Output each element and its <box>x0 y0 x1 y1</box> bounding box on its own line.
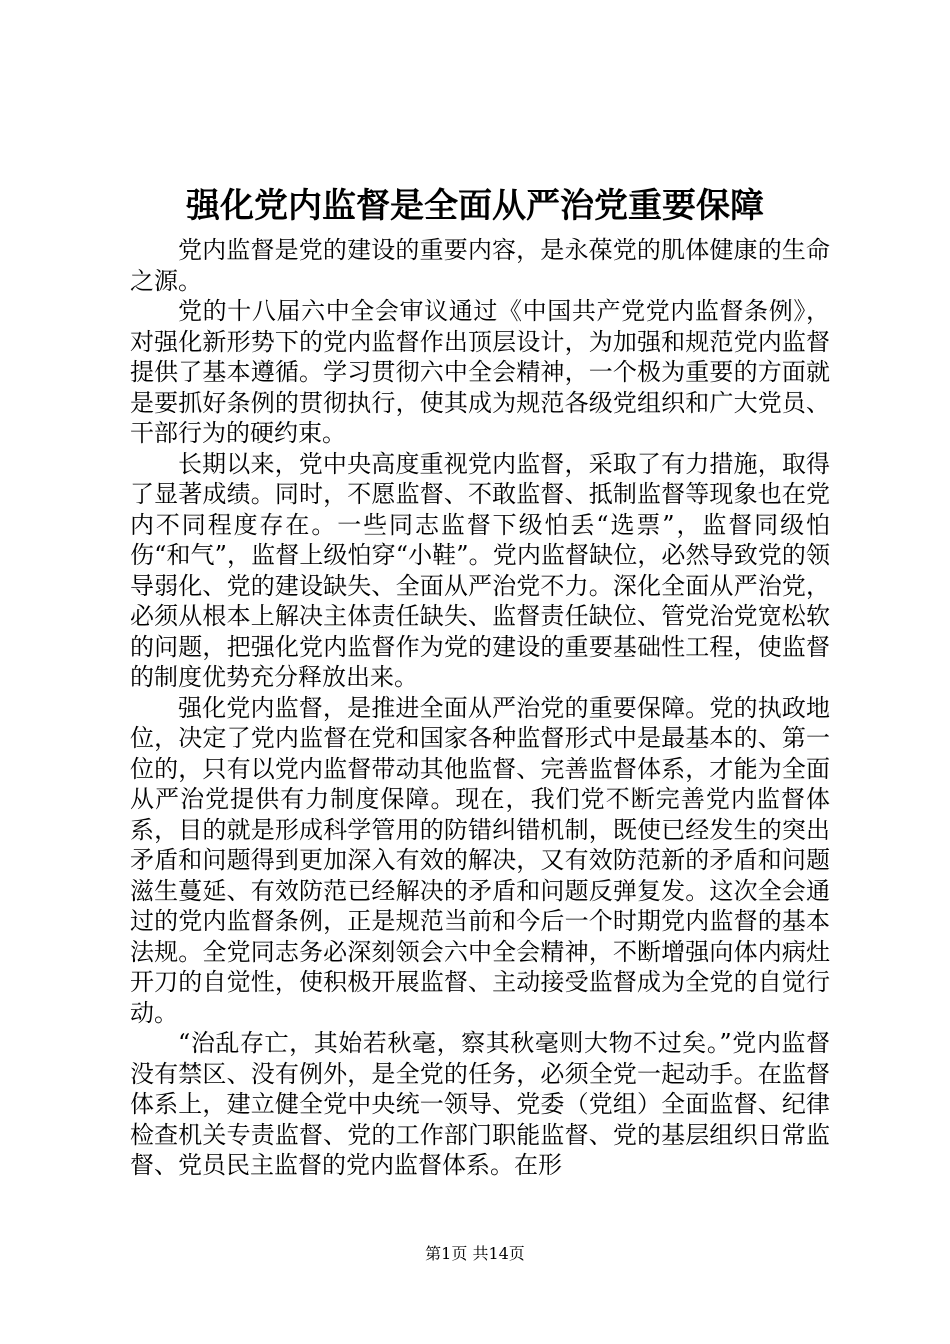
paragraph: 党的十八届六中全会审议通过《中国共产党党内监督条例》，对强化新形势下的党内监督作出顶层设计，为加强和规范党内监督提供了基本遵循。学习贯彻六中全会精神，一个极为重要的方面就是要抓好条例的贯彻执行，使其成为规范各级党组织和广大党员、干部行为的硬约束。 <box>130 297 830 447</box>
document-body <box>130 235 830 1181</box>
page-number-footer: 第1页 共14页 <box>425 1244 525 1263</box>
document-title: 强化党内监督是全面从严治党重要保障 <box>186 186 764 226</box>
paragraph: 党内监督是党的建设的重要内容，是永葆党的肌体健康的生命之源。 <box>130 236 830 295</box>
paragraph: 长期以来，党中央高度重视党内监督，采取了有力措施，取得了显著成绩。同时，不愿监督、不敢监督、抵制监督等现象也在党内不同程度存在。一些同志监督下级怕丢“选票”，监督同级怕伤“和气”，监督上级怕穿“小鞋”。党内监督缺位，必然导致党的领导弱化、党的建设缺失、全面从严治党不力。深化全面从严治党，必须从根本上解决主体责任缺失、监督责任缺位、管党治党宽松软的问题，把强化党内监督作为党的建设的重要基础性工程，使监督的制度优势充分释放出来。 <box>130 449 830 691</box>
paragraph: 强化党内监督，是推进全面从严治党的重要保障。党的执政地位，决定了党内监督在党和国家各种监督形式中是最基本的、第一位的，只有以党内监督带动其他监督、完善监督体系，才能为全面从严治党提供有力制度保障。现在，我们党不断完善党内监督体系，目的就是形成科学管用的防错纠错机制，既使已经发生的突出矛盾和问题得到更加深入有效的解决，又有效防范新的矛盾和问题滋生蔓延、有效防范已经解决的矛盾和问题反弹复发。这次全会通过的党内监督条例，正是规范当前和今后一个时期党内监督的基本法规。全党同志务必深刻领会六中全会精神，不断增强向体内病灶开刀的自觉性，使积极开展监督、主动接受监督成为全党的自觉行动。 <box>130 693 830 1027</box>
paragraph: “治乱存亡，其始若秋毫，察其秋毫则大物不过矣。”党内监督没有禁区、没有例外，是全党的任务，必须全党一起动手。在监督体系上，建立健全党中央统一领导、党委（党组）全面监督、纪律检查机关专责监督、党的工作部门职能监督、党的基层组织日常监督、党员民主监督的党内监督体系。在形 <box>130 1029 830 1179</box>
